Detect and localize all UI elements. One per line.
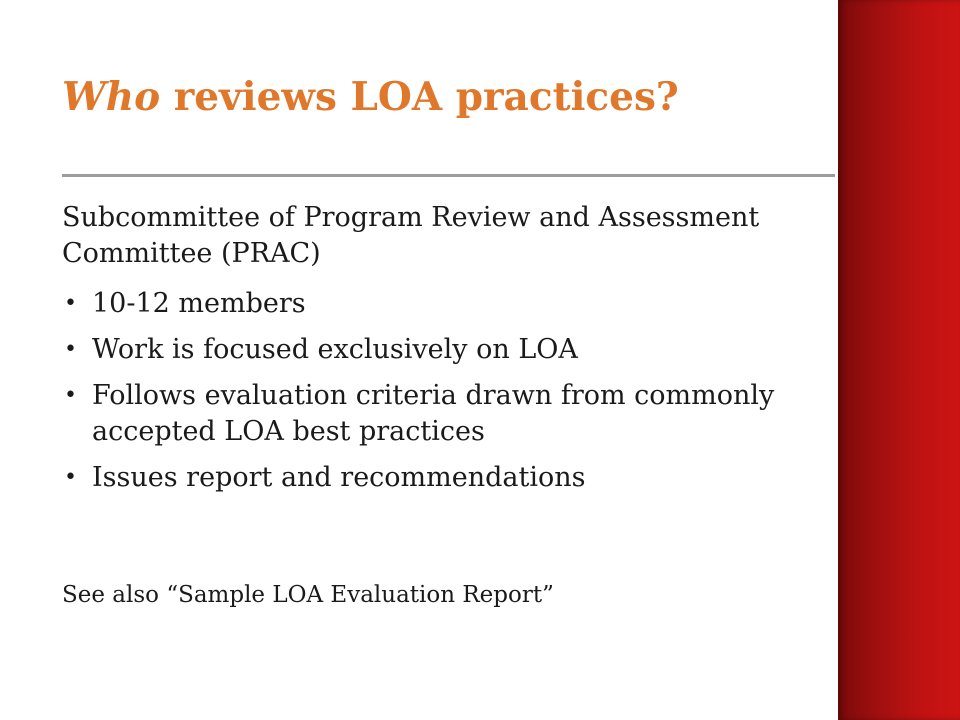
bullet-item: [62, 332, 822, 368]
bullet-text: 10-12 members: [92, 288, 306, 319]
bullet-text: Issues report and recommendations: [92, 462, 586, 493]
bullet-icon: •: [64, 383, 77, 408]
bullet-icon: •: [64, 337, 77, 362]
title-rest: reviews LOA practices?: [160, 74, 679, 120]
title-divider: [62, 174, 835, 177]
slide-body: [62, 200, 822, 506]
bullet-item: [62, 378, 822, 450]
bullet-icon: •: [64, 465, 77, 490]
see-also-note: See also “Sample LOA Evaluation Report”: [62, 582, 554, 608]
bullet-text: Work is focused exclusively on LOA: [92, 334, 578, 365]
bullet-list: [62, 286, 822, 496]
accent-side-band: [838, 0, 960, 720]
slide-title: [62, 74, 679, 120]
title-emphasis: Who: [62, 74, 161, 120]
intro-text: Subcommittee of Program Review and Assessment Committee (PRAC): [62, 202, 760, 269]
bullet-icon: •: [64, 291, 77, 316]
bullet-item: [62, 460, 822, 496]
bullet-text: Follows evaluation criteria drawn from commonly accepted LOA best practices: [92, 380, 775, 447]
bullet-item: [62, 286, 822, 322]
